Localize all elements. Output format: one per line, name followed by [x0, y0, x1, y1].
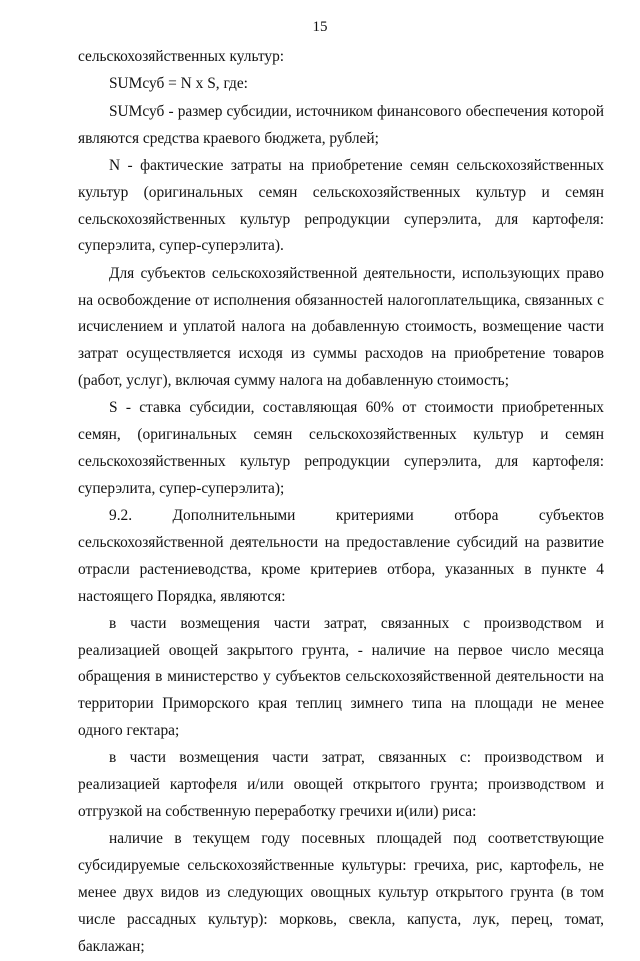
page-number: 15 [312, 19, 328, 35]
paragraph-open-ground: в части возмещения части затрат, связанных с: производством и реализацией картофеля и/или овощей открытого грунта; производством и отгрузкой на собственную переработку гречихи и(или) риса: [78, 749, 604, 821]
paragraph-s-definition: S - ставка субсидии, составляющая 60% от стоимости приобретенных семян, (оригинальных семян сельскохозяйственных культур и семян сельскохозяйственных культур репродукции суперэлита, для картофеля: суперэлита, супер-суперэлита); [78, 399, 604, 497]
paragraph-sown-areas: наличие в текущем году посевных площадей под соответствующие субсидируемые сельскохозяйственные культуры: гречиха, рис, картофель, не менее двух видов из следующих овощных культур открытого грунта (в том числе рассадных культур): морковь, свекла, капуста, лук, перец, томат, баклажан; [78, 830, 604, 955]
paragraph-formula: SUMсуб = N x S, где: [109, 75, 248, 93]
document-body [78, 44, 604, 961]
paragraph-vat-note: Для субъектов сельскохозяйственной деятельности, использующих право на освобождение от исполнения обязанностей налогоплательщика, связанных с исчислением и уплатой налога на добавленную стоимость, возмещение части затрат осуществляется исходя из суммы расходов на приобретение товаров (работ, услуг), включая сумму налога на добавленную стоимость; [78, 264, 604, 389]
paragraph-9-2: 9.2. Дополнительными критериями отбора субъектов сельскохозяйственной деятельности на предоставление субсидий на развитие отрасли растениеводства, кроме критериев отбора, указанных в пункте 4 настоящего Порядка, являются: [78, 507, 604, 605]
paragraph-sum-definition: SUMсуб - размер субсидии, источником финансового обеспечения которой являются средства краевого бюджета, рублей; [78, 102, 604, 147]
paragraph-n-definition: N - фактические затраты на приобретение семян сельскохозяйственных культур (оригинальных семян сельскохозяйственных культур и семян сельскохозяйственных культур репродукции суперэлита, для картофеля: суперэлита, супер-суперэлита). [78, 156, 604, 255]
paragraph-greenhouse: в части возмещения части затрат, связанных с производством и реализацией овощей закрытого грунта, - наличие на первое число месяца обращения в министерство у субъектов сельскохозяйственной деятельности на территории Приморского края теплиц зимнего типа на площади не менее одного гектара; [78, 614, 604, 740]
paragraph-crops-continuation: сельскохозяйственных культур: [78, 48, 285, 65]
